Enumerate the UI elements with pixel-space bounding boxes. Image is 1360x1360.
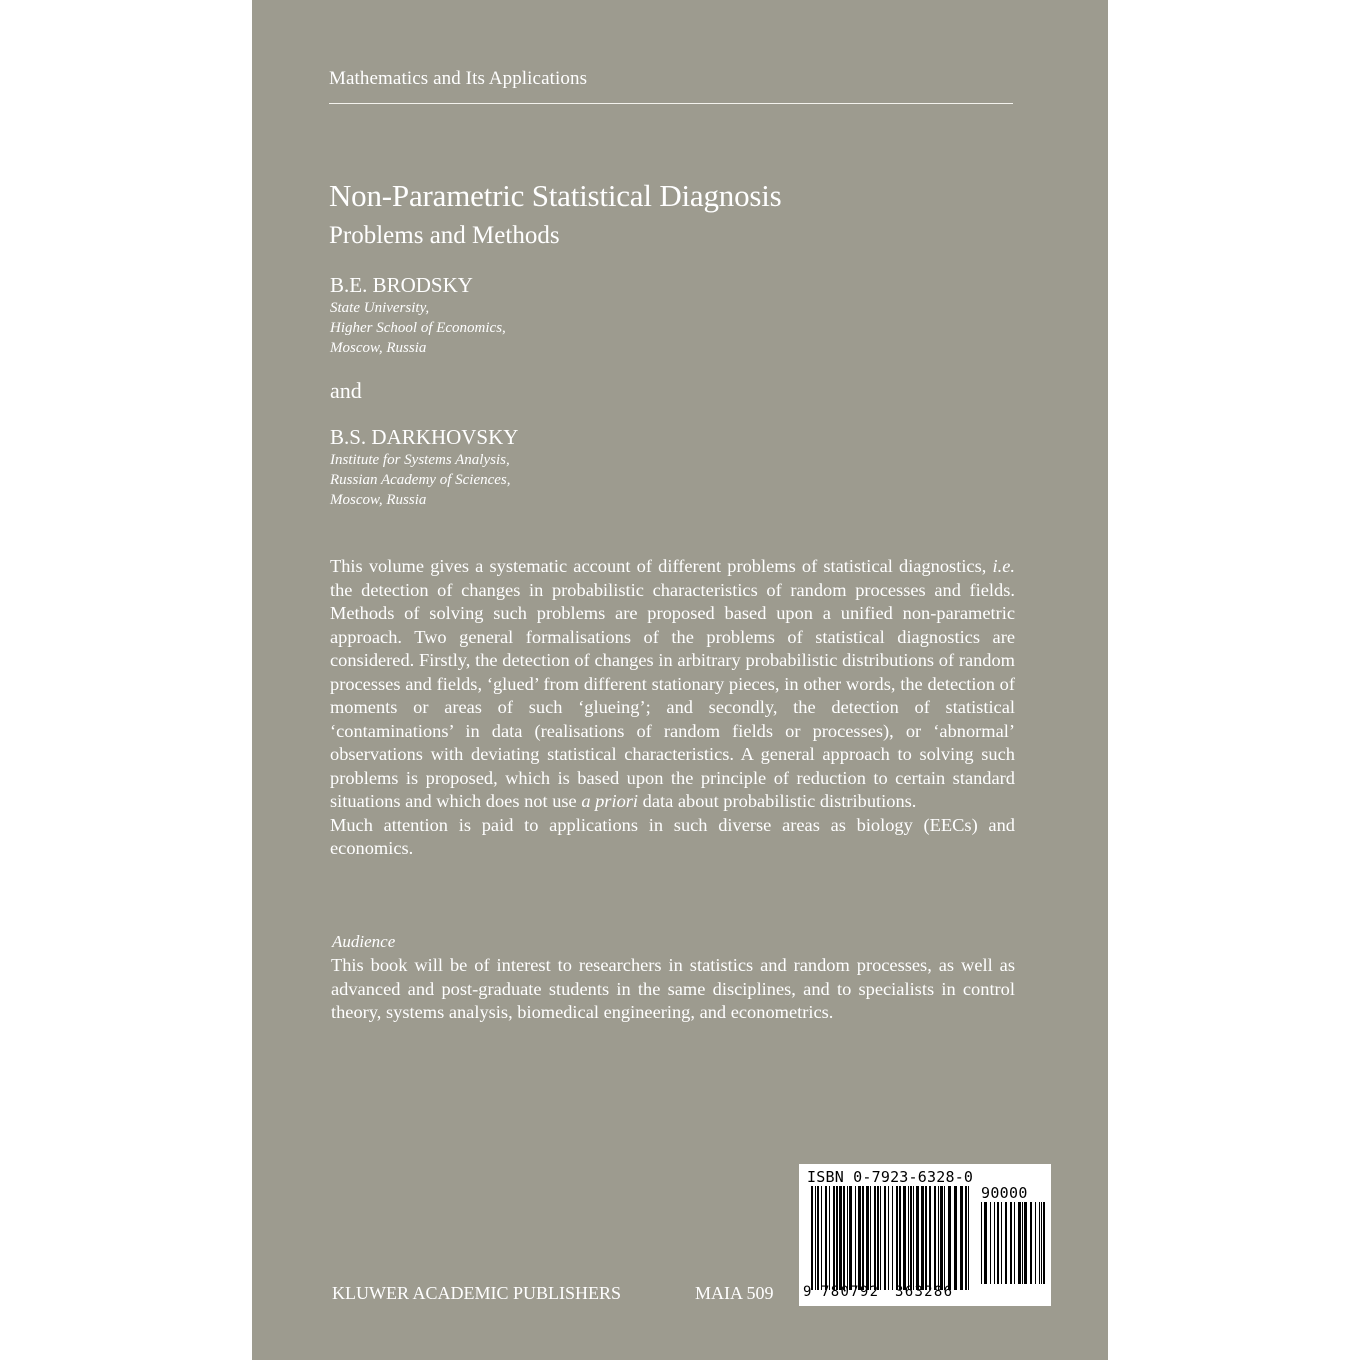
barcode-bar xyxy=(921,1186,924,1290)
author-name-darkhovsky: B.S. DARKHOVSKY xyxy=(330,425,519,449)
barcode-bar xyxy=(913,1186,914,1290)
barcode-bar xyxy=(847,1186,848,1290)
barcode-bar xyxy=(1005,1202,1007,1284)
barcode-bar xyxy=(817,1186,819,1290)
barcode-addon-digits: 90000 xyxy=(981,1184,1028,1202)
series-divider xyxy=(329,103,1013,104)
ean-lead-digit: 9 xyxy=(803,1284,812,1300)
affiliation-line: Moscow, Russia xyxy=(330,492,427,508)
barcode-bar xyxy=(849,1186,852,1290)
audience-text: This book will be of interest to researchers in statistics and random processes, as well as advanced and post-graduate students in the same disciplines, and to specialists in control theory, systems analysis, biomedical engineering, and econometrics. xyxy=(331,955,1015,1022)
barcode-bar xyxy=(843,1186,845,1290)
series-name: Mathematics and Its Applications xyxy=(329,68,588,89)
book-back-cover xyxy=(252,0,1108,1360)
barcode-bar xyxy=(925,1186,927,1290)
barcode-bar xyxy=(874,1186,876,1290)
description-paragraph: This volume gives a systematic account of different problems of statistical diagnostics, i.e. the detection of changes in probabilistic characteristics of random processes and fields. Methods of solving such problems are proposed based upon a unified non-parametric approach. Two general formalisations of the problems of statistical diagnostics are considered. Firstly, the detection of changes in arbitrary probabilistic distributions of random processes and fields, ‘glued’ from different stationary pieces, in other words, the detection of moments or areas of such ‘glueing’; and secondly, the detection of statistical ‘contaminations’ in data (realisations of random fields or processes), or ‘abnormal’ observations with deviating statistical characteristics. A general approach to solving such problems is proposed, which is based upon the principle of reduction to certain standard situations and which does not use a priori data about probabilistic distributions. xyxy=(330,556,1015,811)
barcode-bar xyxy=(938,1186,939,1290)
audience-heading: Audience xyxy=(332,932,396,951)
barcode-bar xyxy=(858,1186,861,1290)
barcode-bar xyxy=(877,1186,879,1290)
barcode-bar xyxy=(884,1186,886,1290)
barcode-bar xyxy=(899,1186,901,1290)
barcode-bar xyxy=(866,1186,869,1290)
isbn-barcode xyxy=(799,1164,1051,1306)
barcode-bar xyxy=(888,1186,889,1290)
barcode-bar xyxy=(880,1186,881,1290)
barcode-bar xyxy=(1035,1202,1036,1284)
author-conjunction: and xyxy=(330,378,362,403)
barcode-bar xyxy=(929,1186,931,1290)
book-subtitle: Problems and Methods xyxy=(329,222,560,249)
barcode-bar xyxy=(896,1186,898,1290)
barcode-bar xyxy=(1010,1202,1012,1284)
ean-right-digits: 363286 xyxy=(895,1284,954,1300)
description-paragraph: Much attention is paid to applications in such diverse areas as biology (EECs) and economics. xyxy=(330,814,1015,858)
barcode-bar xyxy=(910,1186,912,1290)
author-affiliation-darkhovsky xyxy=(330,450,511,510)
barcode-bar xyxy=(997,1202,999,1284)
affiliation-line: State University, xyxy=(330,300,430,316)
affiliation-line: Higher School of Economics, xyxy=(330,320,506,336)
barcode-bar xyxy=(1018,1202,1021,1284)
barcode-bar xyxy=(1030,1202,1032,1284)
barcode-bar xyxy=(870,1186,871,1290)
barcode-bar xyxy=(1022,1202,1023,1284)
book-title: Non-Parametric Statistical Diagnosis xyxy=(329,178,782,213)
barcode-bar xyxy=(1041,1202,1042,1284)
affiliation-line: Moscow, Russia xyxy=(330,340,427,356)
barcode-bar xyxy=(829,1186,830,1290)
barcode-bar xyxy=(821,1186,822,1290)
barcode-bar xyxy=(954,1186,957,1290)
ean-left-digits: 780792 xyxy=(821,1284,880,1300)
barcode-bar xyxy=(948,1186,951,1290)
barcode-bar xyxy=(1014,1202,1015,1284)
publisher-name: KLUWER ACADEMIC PUBLISHERS xyxy=(332,1283,622,1303)
barcode-bar xyxy=(940,1186,943,1290)
affiliation-line: Institute for Systems Analysis, xyxy=(330,452,510,468)
barcode-bar xyxy=(892,1186,893,1290)
barcode-bar xyxy=(815,1186,816,1290)
barcode-bar xyxy=(1001,1202,1002,1284)
isbn-label: ISBN 0-7923-6328-0 xyxy=(807,1168,974,1186)
barcode-bar xyxy=(994,1202,995,1284)
barcode-bar xyxy=(908,1186,909,1290)
barcode-bar xyxy=(1043,1202,1045,1284)
barcode-bar xyxy=(981,1202,982,1284)
barcode-bar xyxy=(839,1186,842,1290)
barcode-bar xyxy=(960,1186,963,1290)
book-description xyxy=(330,555,1015,861)
barcode-bar xyxy=(916,1186,919,1290)
author-name-brodsky: B.E. BRODSKY xyxy=(330,273,473,297)
author-affiliation-brodsky xyxy=(330,298,506,358)
barcode-bar xyxy=(903,1186,906,1290)
barcode-bar xyxy=(944,1186,945,1290)
barcode-bar xyxy=(965,1186,967,1290)
series-number: MAIA 509 xyxy=(695,1283,774,1303)
barcode-bar xyxy=(836,1186,838,1290)
barcode-bar xyxy=(934,1186,936,1290)
affiliation-line: Russian Academy of Sciences, xyxy=(330,472,511,488)
barcode-bar xyxy=(862,1186,864,1290)
barcode-bar xyxy=(811,1186,813,1290)
barcode-bar xyxy=(1039,1202,1040,1284)
barcode-bar xyxy=(855,1186,856,1290)
barcode-bar xyxy=(990,1202,991,1284)
barcode-bar xyxy=(984,1202,987,1284)
barcode-bar xyxy=(825,1186,827,1290)
barcode-bar xyxy=(968,1186,969,1290)
barcode-bar xyxy=(833,1186,835,1290)
barcode-bar xyxy=(1024,1202,1027,1284)
